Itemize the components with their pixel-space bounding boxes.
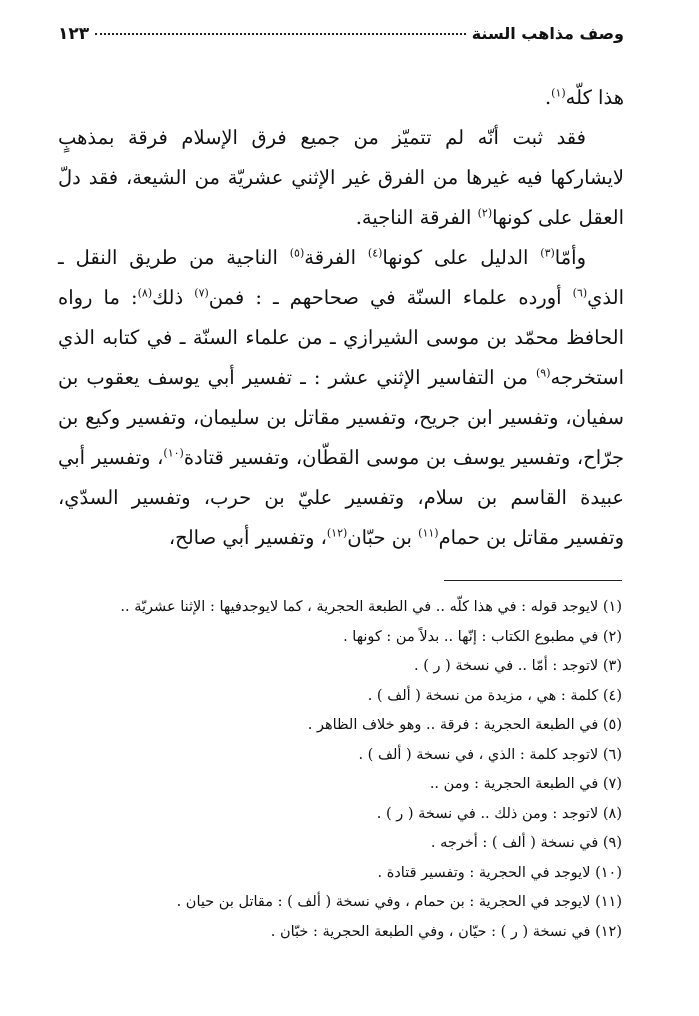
text-run: . — [544, 86, 552, 109]
footnote-ref: (٥) — [289, 246, 305, 260]
footnote-ref: (٢) — [477, 206, 493, 220]
text-run: الناجية من طريق النقل ـ الذي — [58, 246, 625, 309]
paragraph-1 — [58, 78, 624, 118]
main-text — [58, 78, 624, 558]
text-run: بن حبّان — [347, 526, 412, 549]
footnote-ref: (٩) — [535, 366, 551, 380]
footnote-7: (٧) في الطبعة الحجرية : ومن .. — [429, 776, 622, 792]
footnote-ref: (٨) — [137, 286, 153, 300]
footnote-1: (١) لايوجد قوله : في هذا كلّه .. في الطبعة الحجرية ، كما لايوجدفيها : الإثنا عشريّة .. — [120, 599, 622, 615]
running-title: وصف مذاهب السنة — [471, 24, 624, 43]
text-run: أورده علماء السنّة في صحاحهم ـ : فمن — [208, 286, 562, 309]
text-run: ، وتفسير أبي عبيدة القاسم بن سلام، وتفسير عليّ بن حرب، وتفسير السدّي، وتفسير مقاتل بن حمام — [58, 446, 624, 549]
leader-dots — [95, 33, 466, 35]
paragraph-3 — [58, 238, 624, 558]
footnote-4: (٤) كلمة : هي ، مزيدة من نسخة ( ألف ) . — [367, 687, 622, 704]
text-run: الدليل على كونها — [382, 246, 529, 269]
text-run: الفرقة — [304, 246, 357, 269]
footnote-5: (٥) في الطبعة الحجرية : فرقة .. وهو خلاف الظاهر . — [307, 717, 622, 733]
footnote-ref: (١١) — [418, 526, 439, 540]
book-page — [58, 24, 624, 947]
paragraph-2 — [58, 118, 624, 238]
footnote-8: (٨) لاتوجد : ومن ذلك .. في نسخة ( ر ) . — [376, 805, 622, 822]
running-header — [58, 24, 624, 50]
footnote-ref: (٦) — [572, 286, 588, 300]
footnote-ref: (١) — [551, 86, 566, 100]
text-run: ذلك — [152, 286, 184, 309]
text-run: : ما رواه الحافظ محمّد بن موسى الشيرازي ـ من علماء السنّة ـ في كتابه الذي استخرجه — [58, 286, 624, 389]
footnote-2: (٢) في مطبوع الكتاب : إنّها .. بدلاً من : كونها . — [343, 628, 622, 645]
footnotes — [58, 593, 624, 947]
footnote-ref: (١٢) — [326, 526, 348, 540]
footnote-11: (١١) لايوجد في الحجرية : بن حمام ، وفي نسخة ( ألف ) : مقاتل بن حيان . — [176, 894, 622, 910]
footnote-12: (١٢) في نسخة ( ر ) : حيّان ، وفي الطبعة الحجرية : خبّان . — [270, 923, 622, 940]
page-number: ١٢٣ — [58, 24, 90, 44]
footnote-3: (٣) لاتوجد : أمّا .. في نسخة ( ر ) . — [414, 658, 622, 674]
text-run: ، وتفسير أبي صالح، — [168, 526, 327, 549]
footnote-ref: (١٠) — [163, 446, 184, 460]
text-run: وأمّا — [554, 246, 587, 269]
text-run: من التفاسير الإثني عشر : ـ تفسير أبي يوسف يعقوب بن سفيان، وتفسير ابن جريح، وتفسير مقاتل بن سليمان، وتفسير وكيع بن جرّاح، وتفسير يوسف بن موسى القطّان، وتفسير قتادة — [58, 366, 624, 469]
text-run: هذا كلّه — [565, 86, 624, 109]
footnote-separator — [444, 580, 622, 581]
footnote-ref: (٧) — [194, 286, 209, 300]
footnote-ref: (٤) — [367, 246, 383, 260]
text-run: فقد ثبت أنّه لم تتميّز من جميع فرق الإسلام فرقة بمذهبٍ لايشاركها فيه غيرها من الفرق غير الإثني عشريّة من الشيعة، فقد دلّ العقل على كونها — [58, 126, 624, 229]
footnote-10: (١٠) لايوجد في الحجرية : وتفسير قتادة . — [377, 864, 622, 881]
footnote-6: (٦) لاتوجد كلمة : الذي ، في نسخة ( ألف ) . — [358, 746, 622, 763]
footnote-ref: (٣) — [540, 246, 555, 260]
footnote-9: (٩) في نسخة ( ألف ) : أخرجه . — [430, 835, 622, 851]
text-run: الفرقة الناجية. — [355, 206, 472, 229]
